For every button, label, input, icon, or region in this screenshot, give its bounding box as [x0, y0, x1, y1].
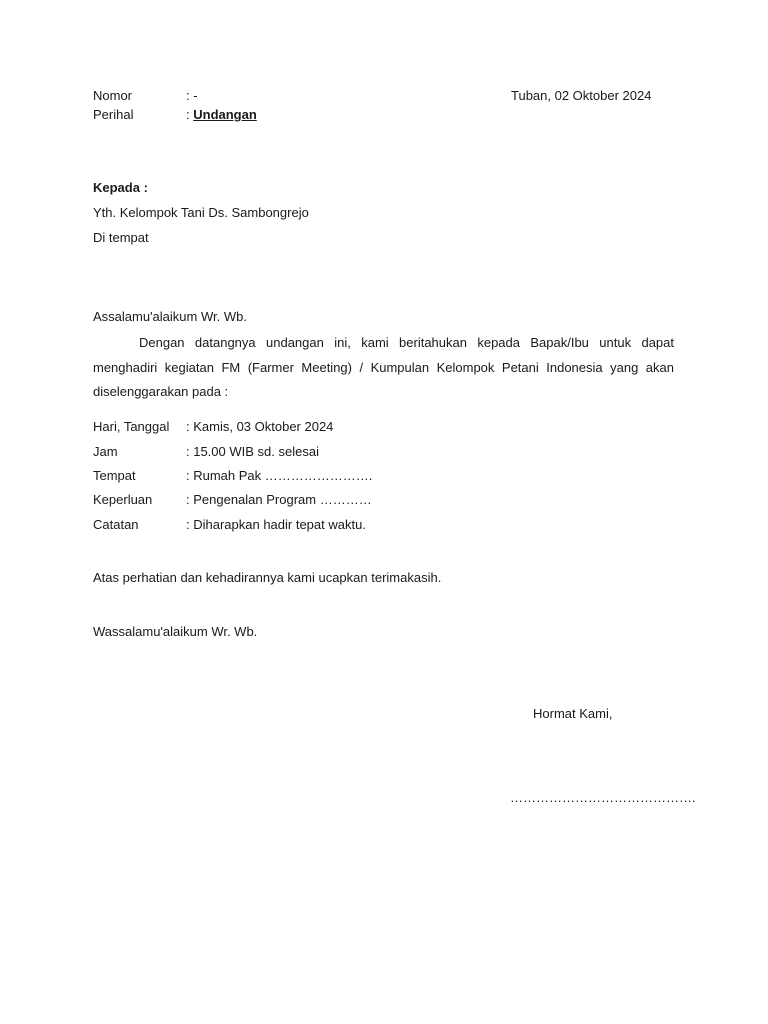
detail-value-note: : Diharapkan hadir tepat waktu. — [186, 517, 366, 532]
perihal-label: Perihal — [93, 107, 134, 122]
detail-label-date: Hari, Tanggal — [93, 419, 170, 434]
nomor-label: Nomor — [93, 88, 133, 103]
detail-value-place: : Rumah Pak ……………………. — [186, 468, 373, 483]
recipient-label: Kepada : — [93, 180, 148, 195]
signature-regards: Hormat Kami, — [533, 706, 613, 721]
detail-value-purpose: : Pengenalan Program ………… — [186, 492, 372, 507]
detail-label-note: Catatan — [93, 517, 139, 532]
perihal-value: Undangan — [193, 107, 257, 122]
detail-label-place: Tempat — [93, 468, 136, 483]
detail-label-purpose: Keperluan — [93, 492, 153, 507]
thanks-text: Atas perhatian dan kehadirannya kami ucapkan terimakasih. — [93, 570, 442, 585]
intro-text: Dengan datangnya undangan ini, kami beritahukan kepada Bapak/Ibu untuk dapat menghadiri kegiatan FM (Farmer Meeting) / Kumpulan Kelompok Petani Indonesia yang akan diselenggarakan pada : — [93, 335, 674, 399]
recipient-place: Di tempat — [93, 230, 149, 245]
detail-label-time: Jam — [93, 444, 118, 459]
perihal-field — [186, 106, 257, 124]
detail-value-date: : Kamis, 03 Oktober 2024 — [186, 419, 334, 434]
detail-value-time: : 15.00 WIB sd. selesai — [186, 444, 319, 459]
closing-greeting: Wassalamu'alaikum Wr. Wb. — [93, 624, 258, 639]
intro-paragraph — [93, 331, 674, 405]
nomor-value: : - — [186, 88, 198, 103]
signature-name-line: ……………………………………. — [510, 790, 696, 805]
recipient-name: Yth. Kelompok Tani Ds. Sambongrejo — [93, 205, 309, 220]
opening-greeting: Assalamu'alaikum Wr. Wb. — [93, 309, 247, 324]
letter-date: Tuban, 02 Oktober 2024 — [511, 88, 652, 103]
perihal-colon: : — [186, 107, 194, 122]
